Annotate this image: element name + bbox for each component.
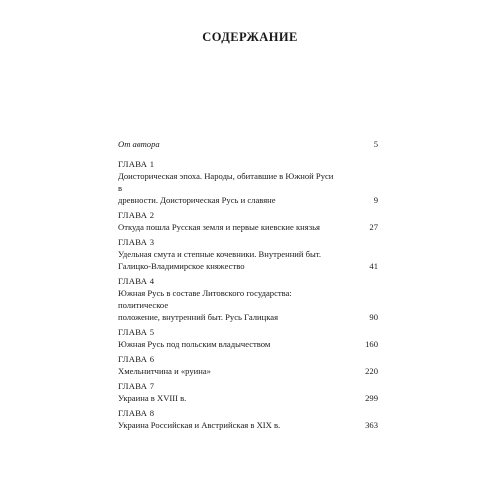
toc-entry-chapter-4 xyxy=(118,287,378,323)
toc-entry-author xyxy=(118,138,378,150)
page-title: СОДЕРЖАНИЕ xyxy=(202,30,298,44)
toc-page-number: 160 xyxy=(365,339,378,349)
toc-page-number: 9 xyxy=(373,195,378,205)
toc-page-number: 27 xyxy=(369,222,378,232)
chapter-heading-7: ГЛАВА 7 xyxy=(118,381,155,391)
toc-page-number: 90 xyxy=(369,312,378,322)
toc-page-number: 363 xyxy=(365,420,378,430)
toc-page-number: 220 xyxy=(365,366,378,376)
chapter-title: Украина в XVIII в. xyxy=(118,393,187,403)
toc-entry-chapter-1 xyxy=(118,170,378,206)
chapter-heading-1: ГЛАВА 1 xyxy=(118,159,155,169)
table-of-contents xyxy=(118,138,378,431)
chapter-title: Украина Российская и Австрийская в XIX в. xyxy=(118,420,281,430)
toc-entry-chapter-8 xyxy=(118,419,378,431)
chapter-title: Хмельнитчина и «руина» xyxy=(118,366,211,376)
toc-entry-chapter-3 xyxy=(118,248,378,272)
chapter-heading-8: ГЛАВА 8 xyxy=(118,408,155,418)
chapter-title: Южная Русь в составе Литовского государства: политическое положение, внутренний быт. Русь Галицкая xyxy=(118,288,292,322)
chapter-title: Южная Русь под польским владычеством xyxy=(118,339,271,349)
chapter-heading-3: ГЛАВА 3 xyxy=(118,237,155,247)
chapter-title: Откуда пошла Русская земля и первые киевские князья xyxy=(118,222,320,232)
chapter-title: Удельная смута и степные кочевники. Внутренний быт. Галицко-Владимирское княжество xyxy=(118,249,322,271)
chapter-heading-6: ГЛАВА 6 xyxy=(118,354,155,364)
toc-entry-chapter-2 xyxy=(118,221,378,233)
toc-entry-chapter-6 xyxy=(118,365,378,377)
toc-page-number: 299 xyxy=(365,393,378,403)
chapter-heading-5: ГЛАВА 5 xyxy=(118,327,155,337)
chapter-title: Доисторическая эпоха. Народы, обитавшие в Южной Руси в древности. Доисторическая Русь и славяне xyxy=(118,171,334,205)
chapter-heading-2: ГЛАВА 2 xyxy=(118,210,155,220)
toc-page-number: 41 xyxy=(369,261,378,271)
chapter-heading-4: ГЛАВА 4 xyxy=(118,276,155,286)
toc-entry-label: От автора xyxy=(118,139,160,149)
toc-entry-chapter-7 xyxy=(118,392,378,404)
toc-entry-chapter-5 xyxy=(118,338,378,350)
toc-page-number: 5 xyxy=(373,139,378,149)
